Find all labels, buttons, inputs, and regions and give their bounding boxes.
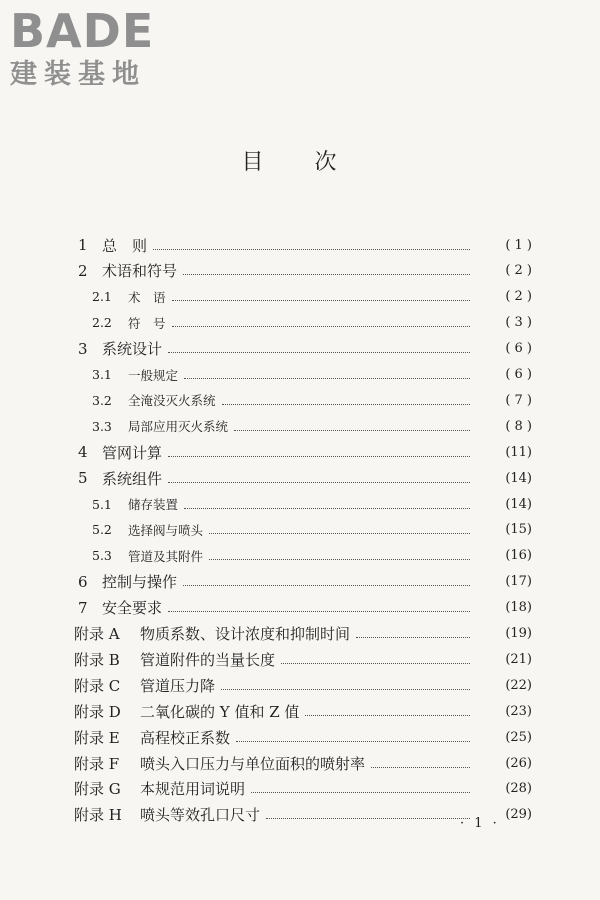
toc-leader-dots	[183, 274, 470, 275]
toc-entry-title: 储存装置	[128, 497, 179, 512]
toc-entry-title: 喷头入口压力与单位面积的喷射率	[140, 754, 366, 773]
toc-entry-page: (17)	[476, 574, 532, 589]
toc-entry-number: 2.1	[92, 289, 112, 305]
toc-entry[interactable]	[0, 338, 600, 360]
toc-leader-dots	[184, 378, 470, 379]
toc-entry-title: 符 号	[128, 315, 166, 331]
toc-entry[interactable]	[0, 778, 600, 800]
toc-entry-page: (28)	[476, 781, 532, 796]
page-number: · 1 ·	[460, 816, 500, 831]
toc-leader-dots	[222, 404, 470, 405]
toc-entry-page: (18)	[476, 600, 532, 615]
toc-entry-number: 3.2	[92, 392, 112, 408]
toc-entry-page: (29)	[476, 807, 532, 822]
toc-entry[interactable]	[0, 674, 600, 696]
toc-entry[interactable]	[0, 364, 600, 386]
toc-leader-dots	[221, 689, 470, 690]
toc-entry-number: 6	[78, 572, 88, 591]
toc-entry-label	[0, 701, 299, 722]
toc-entry-number: 5.1	[92, 496, 112, 512]
toc-entry-label	[0, 571, 177, 592]
toc-entry-number: 3.1	[92, 367, 112, 382]
toc-entry-page: (25)	[476, 730, 532, 745]
toc-leader-dots	[168, 352, 470, 353]
toc-entry[interactable]	[0, 286, 600, 308]
toc-leader-dots	[183, 585, 470, 586]
toc-entry-label	[0, 547, 203, 565]
toc-entry-number: 5.3	[92, 548, 112, 564]
toc-entry-number: 5	[78, 469, 88, 488]
toc-entry-title: 控制与操作	[102, 573, 178, 592]
toc-entry[interactable]	[0, 623, 600, 645]
toc-entry-title: 二氧化碳的 Y 值和 Z 值	[140, 702, 300, 721]
toc-leader-dots	[305, 715, 470, 716]
toc-entry-label	[0, 495, 178, 513]
toc-entry-title: 全淹没灭火系统	[128, 393, 216, 409]
toc-entry-number: 5.2	[92, 522, 112, 538]
toc-entry-number: 附录 F	[74, 754, 120, 773]
toc-entry-label	[0, 623, 350, 644]
logo-subtitle: 建装基地	[10, 59, 146, 90]
toc-entry-number: 附录 E	[74, 728, 120, 747]
toc-entry-title: 管道附件的当量长度	[140, 650, 276, 669]
toc-leader-dots	[168, 482, 470, 483]
toc-entry-label	[0, 442, 162, 463]
toc-entry[interactable]	[0, 441, 600, 463]
toc-entry[interactable]	[0, 260, 600, 282]
toc-entry-number: 3	[78, 339, 88, 358]
toc-leader-dots	[172, 300, 470, 301]
toc-leader-dots	[236, 741, 470, 742]
toc-entry-label	[0, 727, 230, 748]
toc-entry-label	[0, 288, 166, 306]
toc-entry-page: ( 2 )	[476, 263, 532, 278]
toc-entry-label	[0, 521, 203, 539]
toc-entry-label	[0, 778, 245, 799]
toc-entry-title: 系统组件	[102, 469, 163, 488]
toc-entry-page: ( 1 )	[476, 238, 532, 253]
toc-leader-dots	[371, 767, 470, 768]
toc-entry[interactable]	[0, 752, 600, 774]
toc-entry-title: 安全要求	[102, 599, 163, 618]
toc-entry-page: ( 7 )	[476, 393, 532, 408]
toc-entry-title: 高程校正系数	[140, 728, 231, 747]
toc-entry[interactable]	[0, 234, 600, 256]
toc-leader-dots	[356, 637, 470, 638]
toc-entry-label	[0, 675, 215, 696]
toc-entry[interactable]	[0, 804, 600, 826]
toc-entry-number: 附录 H	[74, 806, 122, 825]
toc-leader-dots	[281, 663, 470, 664]
toc-entry[interactable]	[0, 700, 600, 722]
toc-entry-title: 局部应用灭火系统	[128, 419, 229, 435]
toc-entry-page: (14)	[476, 471, 532, 486]
toc-entry-label	[0, 649, 275, 670]
toc-entry[interactable]	[0, 493, 600, 515]
toc-entry-label	[0, 417, 228, 435]
toc-leader-dots	[184, 508, 470, 509]
toc-entry-number: 2	[78, 261, 88, 280]
toc-leader-dots	[266, 818, 470, 819]
toc-entry[interactable]	[0, 415, 600, 437]
toc-entry-title: 喷头等效孔口尺寸	[140, 806, 261, 825]
toc-entry[interactable]	[0, 726, 600, 748]
toc-entry-number: 附录 D	[74, 702, 121, 721]
logo	[10, 6, 154, 92]
toc-entry-number: 附录 G	[74, 780, 121, 799]
toc-leader-dots	[172, 326, 470, 327]
toc-entry[interactable]	[0, 648, 600, 670]
toc-entry[interactable]	[0, 597, 600, 619]
toc-entry-number: 7	[78, 598, 88, 617]
toc-entry-label	[0, 338, 162, 359]
toc-entry[interactable]	[0, 389, 600, 411]
toc-entry-title: 术 语	[128, 289, 166, 305]
toc-entry-number: 4	[78, 443, 88, 462]
toc-leader-dots	[251, 792, 470, 793]
toc-entry-page: (26)	[476, 756, 532, 771]
toc-entry-page: (21)	[476, 652, 532, 667]
toc-entry-number: 附录 C	[74, 676, 121, 695]
toc-entry-page: (19)	[476, 626, 532, 641]
toc-entry-title: 管道压力降	[140, 676, 216, 695]
toc-leader-dots	[234, 430, 470, 431]
toc-entry-title: 管道及其附件	[128, 548, 204, 564]
toc-entry[interactable]	[0, 312, 600, 334]
toc-entry-page: (22)	[476, 678, 532, 693]
toc-leader-dots	[209, 559, 470, 560]
toc-entry-page: (11)	[476, 445, 532, 460]
toc-entry-page: (16)	[476, 548, 532, 563]
toc-entry[interactable]	[0, 519, 600, 541]
toc-entry-label	[0, 260, 177, 281]
toc-entry-label	[0, 366, 178, 384]
toc-entry-title: 术语和符号	[102, 262, 178, 281]
toc-entry-title: 选择阀与喷头	[128, 522, 204, 538]
toc-entry-number: 附录 A	[74, 625, 120, 643]
toc-leader-dots	[209, 533, 470, 534]
toc-entry-page: ( 6 )	[476, 367, 532, 382]
toc-entry-title: 系统设计	[102, 340, 163, 359]
toc-entry-label	[0, 804, 260, 825]
toc-entry-title: 一般规定	[128, 367, 179, 383]
toc-entry-page: ( 6 )	[476, 341, 532, 356]
toc-leader-dots	[168, 611, 470, 612]
toc-entry-label	[0, 235, 147, 256]
toc-entry[interactable]	[0, 571, 600, 593]
toc-entry-label	[0, 597, 162, 618]
toc-entry-label	[0, 314, 166, 332]
toc-entry-number: 3.3	[92, 418, 112, 434]
toc-entry-page: ( 8 )	[476, 419, 532, 434]
toc-entry-number: 1	[78, 236, 88, 254]
toc-leader-dots	[168, 456, 470, 457]
toc-entry-number: 附录 B	[74, 650, 120, 669]
toc-entry-title: 本规范用词说明	[140, 780, 246, 799]
toc-entry-label	[0, 391, 216, 409]
toc-entry-page: ( 2 )	[476, 289, 532, 304]
toc-entry-page: (14)	[476, 497, 532, 512]
toc-entry-label	[0, 468, 162, 489]
toc-entry-page: ( 3 )	[476, 315, 532, 330]
toc-entry-title: 物质系数、设计浓度和抑制时间	[140, 625, 351, 643]
page-title: 目 次	[241, 150, 359, 175]
toc-entry-title: 总 则	[102, 236, 148, 255]
toc-entry-page: (23)	[476, 704, 532, 719]
toc-entry-label	[0, 753, 365, 774]
toc-entry-number: 2.2	[92, 315, 112, 331]
toc-entry[interactable]	[0, 467, 600, 489]
toc-entry-page: (15)	[476, 522, 532, 537]
toc-entry[interactable]	[0, 545, 600, 567]
toc-leader-dots	[153, 249, 470, 250]
logo-mark: BADE	[10, 4, 155, 58]
toc-entry-title: 管网计算	[102, 443, 163, 462]
